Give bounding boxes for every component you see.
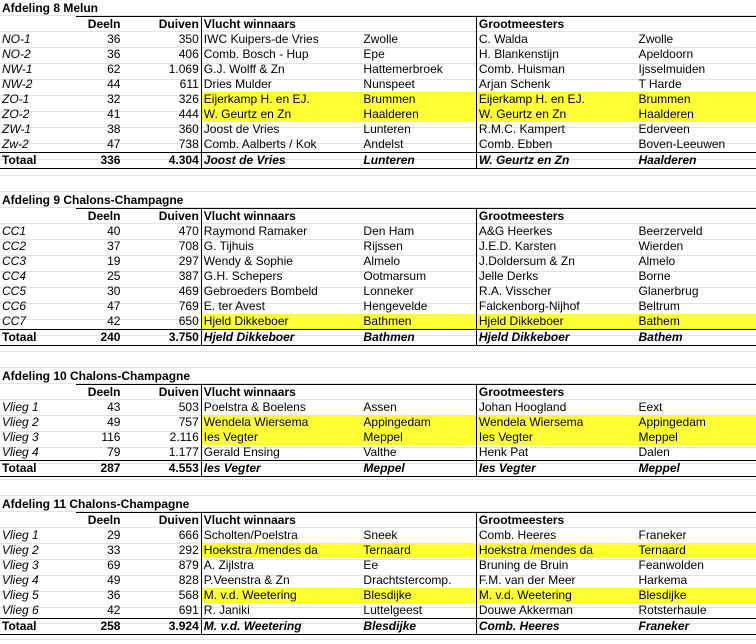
total-row [0, 619, 756, 635]
cell-duiven[interactable]: 650 [122, 314, 201, 330]
total-row [0, 461, 756, 477]
header-cell-empty[interactable] [0, 209, 76, 225]
cell-winner-place[interactable]: Ternaard [361, 543, 476, 558]
cell-winner-place[interactable]: Lunteren [361, 122, 476, 137]
cell-code[interactable]: CC2 [2, 239, 27, 253]
cell-duiven[interactable]: 568 [122, 588, 201, 603]
cell-grootmeester-place[interactable]: Eext [638, 400, 663, 414]
cell-grootmeester-place[interactable]: Feanwolden [638, 558, 704, 572]
cell-code[interactable]: NW-1 [2, 62, 33, 76]
cell-deeln[interactable]: 37 [107, 239, 121, 253]
cell-winner-name[interactable]: Wendy & Sophie [203, 254, 293, 268]
cell-winner-place[interactable]: Rijssen [361, 239, 476, 254]
cell-grootmeester-name[interactable]: Eijerkamp H. en EJ. [476, 92, 636, 107]
cell-winner-place[interactable]: Zwolle [361, 32, 476, 47]
cell-grootmeester-name[interactable]: A&G Heerkes [478, 224, 553, 238]
cell-winner-name[interactable]: G. Tijhuis [203, 239, 254, 253]
cell-code[interactable]: Vlieg 2 [2, 543, 39, 557]
table-row [0, 32, 756, 47]
cell-grootmeester-place[interactable]: T Harde [638, 77, 682, 91]
cell-grootmeester-place[interactable]: Appingedam [636, 415, 756, 430]
cell-deeln[interactable]: 29 [107, 528, 121, 542]
cell-grootmeester-name[interactable]: Wendela Wiersema [476, 415, 636, 430]
table-row [0, 543, 756, 558]
table-row [0, 603, 756, 619]
cell-total-duiven[interactable]: 3.924 [122, 619, 201, 635]
cell-winner-place[interactable]: Valthe [361, 445, 476, 461]
cell-total-winner-place[interactable]: Blesdijke [361, 619, 476, 635]
cell-code[interactable]: CC1 [2, 224, 27, 238]
cell-grootmeester-place[interactable]: Rotsterhaule [638, 603, 707, 617]
cell-deeln[interactable]: 19 [107, 254, 121, 268]
cell-deeln[interactable]: 36 [107, 32, 121, 46]
cell-grootmeester-name[interactable]: Hjeld Dikkeboer [476, 314, 636, 330]
cell-deeln[interactable]: 69 [107, 558, 121, 572]
cell-duiven[interactable]: 406 [122, 47, 201, 62]
cell-total-grootmeester-place[interactable]: Franeker [636, 619, 756, 635]
header-cell-empty[interactable] [636, 209, 756, 225]
cell-grootmeester-name[interactable]: Hoekstra /mendes da [476, 543, 636, 558]
cell-totaal-label[interactable]: Totaal [0, 153, 76, 169]
cell-grootmeester-place[interactable]: Beerzerveld [638, 224, 703, 238]
cell-grootmeester-place[interactable]: Haalderen [636, 107, 756, 122]
cell-code[interactable]: CC5 [2, 284, 27, 298]
cell-winner-name[interactable]: Wendela Wiersema [201, 415, 361, 430]
cell-grootmeester-name[interactable]: F.M. van der Meer [478, 573, 576, 587]
header-duiven[interactable]: Duiven [122, 17, 201, 33]
header-duiven[interactable]: Duiven [122, 513, 201, 529]
cell-deeln[interactable]: 49 [107, 415, 121, 429]
cell-code[interactable]: Zw-2 [2, 137, 29, 151]
cell-deeln[interactable]: 41 [107, 107, 121, 121]
header-vlucht-winnaars[interactable]: Vlucht winnaars [201, 385, 361, 401]
section-title: Afdeling 8 Melun [2, 1, 98, 15]
header-duiven[interactable]: Duiven [122, 209, 201, 225]
cell-grootmeester-place[interactable]: Wierden [638, 239, 684, 253]
cell-total-grootmeester-name[interactable]: W. Geurtz en Zn [476, 153, 636, 169]
cell-grootmeester-place[interactable]: Dalen [638, 445, 670, 459]
cell-winner-place[interactable]: Hattemerbroek [361, 62, 476, 77]
cell-grootmeester-place[interactable]: Ternaard [636, 543, 756, 558]
cell-total-winner-name[interactable]: Hjeld Dikkeboer [201, 330, 361, 346]
cell-grootmeester-name[interactable]: C. Walda [478, 32, 528, 46]
header-cell-empty[interactable] [636, 513, 756, 529]
cell-winner-place[interactable]: Bathmen [361, 314, 476, 330]
section-title: Afdeling 10 Chalons-Champagne [2, 369, 191, 383]
cell-deeln[interactable]: 49 [107, 573, 121, 587]
cell-grootmeester-name[interactable]: J.Doldersum & Zn [478, 254, 575, 268]
cell-duiven[interactable]: 387 [122, 269, 201, 284]
table-row [0, 77, 756, 92]
cell-code[interactable]: Vlieg 1 [2, 528, 39, 542]
header-grootmeesters[interactable]: Grootmeesters [476, 385, 636, 401]
cell-duiven[interactable]: 1.177 [122, 445, 201, 461]
cell-grootmeester-place[interactable]: Apeldoorn [638, 47, 694, 61]
table-row [0, 137, 756, 153]
cell-grootmeester-place[interactable]: Ijsselmuiden [638, 62, 706, 76]
cell-winner-name[interactable]: W. Geurtz en Zn [201, 107, 361, 122]
cell-grootmeester-name[interactable]: Comb. Huisman [478, 62, 565, 76]
cell-total-deeln[interactable]: 258 [76, 619, 122, 635]
header-cell-empty[interactable] [361, 513, 476, 529]
table-row [0, 239, 756, 254]
table-row [0, 284, 756, 299]
cell-deeln[interactable]: 36 [107, 47, 121, 61]
cell-grootmeester-place[interactable]: Almelo [638, 254, 676, 268]
header-vlucht-winnaars[interactable]: Vlucht winnaars [201, 17, 361, 33]
table-row [0, 528, 756, 543]
header-cell-empty[interactable] [361, 209, 476, 225]
cell-code[interactable]: ZO-1 [2, 92, 30, 106]
header-cell-empty[interactable] [636, 385, 756, 401]
cell-grootmeester-name[interactable]: Comb. Heeres [478, 528, 557, 542]
cell-total-winner-name[interactable]: Ies Vegter [201, 461, 361, 477]
cell-winner-name[interactable]: Gebroeders Bombeld [203, 284, 318, 298]
cell-code[interactable]: Vlieg 2 [2, 415, 39, 429]
cell-winner-place[interactable]: Den Ham [361, 224, 476, 239]
header-deeln[interactable]: Deeln [76, 385, 122, 401]
cell-winner-name[interactable]: Eijerkamp H. en EJ. [201, 92, 361, 107]
cell-total-winner-name[interactable]: Joost de Vries [201, 153, 361, 169]
cell-winner-place[interactable]: Luttelgeest [361, 603, 476, 619]
cell-code[interactable]: Vlieg 4 [2, 445, 39, 459]
header-grootmeesters[interactable]: Grootmeesters [476, 17, 636, 33]
cell-grootmeester-name[interactable]: Arjan Schenk [478, 77, 551, 91]
cell-winner-name[interactable]: Scholten/Poelstra [203, 528, 298, 542]
header-row [0, 17, 756, 33]
cell-code[interactable]: Vlieg 5 [2, 588, 39, 602]
cell-deeln[interactable]: 42 [107, 603, 121, 617]
cell-winner-place[interactable]: Ootmarsum [361, 269, 476, 284]
cell-grootmeester-place[interactable]: Brummen [636, 92, 756, 107]
table-row [0, 224, 756, 239]
header-row [0, 513, 756, 529]
table-row [0, 62, 756, 77]
cell-total-deeln[interactable]: 287 [76, 461, 122, 477]
cell-winner-place[interactable]: Sneek [361, 528, 476, 543]
cell-duiven[interactable]: 828 [122, 573, 201, 588]
cell-winner-name[interactable]: Poelstra & Boelens [203, 400, 306, 414]
cell-winner-place[interactable]: Brummen [361, 92, 476, 107]
cell-deeln[interactable]: 47 [107, 299, 121, 313]
header-vlucht-winnaars[interactable]: Vlucht winnaars [201, 513, 361, 529]
cell-deeln[interactable]: 33 [107, 543, 121, 557]
header-deeln[interactable]: Deeln [76, 209, 122, 225]
header-vlucht-winnaars[interactable]: Vlucht winnaars [201, 209, 361, 225]
cell-grootmeester-name[interactable]: M. v.d. Weetering [476, 588, 636, 603]
cell-deeln[interactable]: 30 [107, 284, 121, 298]
header-cell-empty[interactable] [361, 17, 476, 33]
cell-duiven[interactable]: 469 [122, 284, 201, 299]
cell-duiven[interactable]: 444 [122, 107, 201, 122]
cell-code[interactable]: ZW-1 [2, 122, 32, 136]
cell-winner-place[interactable]: Blesdijke [361, 588, 476, 603]
cell-winner-name[interactable]: R. Janiki [203, 603, 250, 617]
cell-winner-name[interactable]: Dries Mulder [203, 77, 272, 91]
cell-duiven[interactable]: 666 [122, 528, 201, 543]
cell-deeln[interactable]: 79 [107, 445, 121, 459]
cell-grootmeester-name[interactable]: Johan Hoogland [478, 400, 567, 414]
total-row [0, 330, 756, 346]
header-row [0, 209, 756, 225]
total-row [0, 153, 756, 169]
cell-duiven[interactable]: 708 [122, 239, 201, 254]
cell-winner-place[interactable]: Ee [361, 558, 476, 573]
cell-duiven[interactable]: 769 [122, 299, 201, 314]
cell-code[interactable]: Vlieg 6 [2, 603, 39, 617]
cell-total-grootmeester-name[interactable]: Comb. Heeres [476, 619, 636, 635]
results-table [0, 16, 756, 169]
cell-totaal-label[interactable]: Totaal [0, 619, 76, 635]
table-row [0, 269, 756, 284]
cell-total-winner-place[interactable]: Meppel [361, 461, 476, 477]
cell-winner-place[interactable]: Almelo [361, 254, 476, 269]
cell-totaal-label[interactable]: Totaal [0, 330, 76, 346]
cell-code[interactable]: CC6 [2, 299, 27, 313]
table-row [0, 122, 756, 137]
header-deeln[interactable]: Deeln [76, 513, 122, 529]
header-grootmeesters[interactable]: Grootmeesters [476, 513, 636, 529]
cell-winner-name[interactable]: Joost de Vries [203, 122, 280, 136]
cell-code[interactable]: CC4 [2, 269, 27, 283]
table-row [0, 47, 756, 62]
cell-winner-name[interactable]: Comb. Bosch - Hup [203, 47, 309, 61]
cell-code[interactable]: Vlieg 3 [2, 558, 39, 572]
cell-winner-place[interactable]: Drachtstercomp. [361, 573, 476, 588]
cell-total-duiven[interactable]: 3.750 [122, 330, 201, 346]
cell-code[interactable]: NO-1 [2, 32, 31, 46]
header-cell-empty[interactable] [0, 385, 76, 401]
cell-winner-name[interactable]: Hoekstra /mendes da [201, 543, 361, 558]
cell-total-duiven[interactable]: 4.304 [122, 153, 201, 169]
cell-duiven[interactable]: 360 [122, 122, 201, 137]
cell-grootmeester-place[interactable]: Bathem [636, 314, 756, 330]
results-table [0, 384, 756, 477]
header-cell-empty[interactable] [361, 385, 476, 401]
cell-winner-place[interactable]: Nunspeet [361, 77, 476, 92]
table-row [0, 415, 756, 430]
table-row [0, 588, 756, 603]
cell-winner-name[interactable]: Gerald Ensing [203, 445, 280, 459]
cell-total-grootmeester-place[interactable]: Bathem [636, 330, 756, 346]
cell-deeln[interactable]: 116 [101, 430, 121, 444]
cell-duiven[interactable]: 691 [122, 603, 201, 619]
cell-winner-name[interactable]: A. Zijlstra [203, 558, 254, 572]
cell-grootmeester-name[interactable]: Douwe Akkerman [478, 603, 573, 617]
cell-winner-place[interactable]: Appingedam [361, 415, 476, 430]
cell-total-grootmeester-place[interactable]: Meppel [636, 461, 756, 477]
cell-winner-place[interactable]: Meppel [361, 430, 476, 445]
cell-code[interactable]: ZO-2 [2, 107, 30, 121]
table-row [0, 92, 756, 107]
cell-grootmeester-place[interactable]: Glanerbrug [638, 284, 699, 298]
cell-winner-name[interactable]: G.J. Wolff & Zn [203, 62, 285, 76]
cell-grootmeester-name[interactable]: R.A. Visscher [478, 284, 552, 298]
cell-grootmeester-name[interactable]: Henk Pat [478, 445, 529, 459]
cell-winner-name[interactable]: E. ter Avest [203, 299, 265, 313]
cell-winner-place[interactable]: Lonneker [361, 284, 476, 299]
cell-winner-place[interactable]: Assen [361, 400, 476, 415]
cell-deeln[interactable]: 40 [107, 224, 121, 238]
cell-deeln[interactable]: 36 [107, 588, 121, 602]
cell-duiven[interactable]: 297 [122, 254, 201, 269]
cell-grootmeester-place[interactable]: Ederveen [638, 122, 690, 136]
cell-duiven[interactable]: 2.116 [122, 430, 201, 445]
table-row [0, 299, 756, 314]
cell-grootmeester-place[interactable]: Blesdijke [636, 588, 756, 603]
cell-duiven[interactable]: 1.069 [122, 62, 201, 77]
cell-winner-place[interactable]: Andelst [361, 137, 476, 153]
cell-winner-name[interactable]: Ies Vegter [201, 430, 361, 445]
cell-duiven[interactable]: 611 [122, 77, 201, 92]
header-cell-empty[interactable] [0, 17, 76, 33]
cell-winner-name[interactable]: Hjeld Dikkeboer [201, 314, 361, 330]
cell-grootmeester-place[interactable]: Borne [638, 269, 671, 283]
section-title: Afdeling 11 Chalons-Champagne [2, 497, 190, 511]
header-cell-empty[interactable] [0, 513, 76, 529]
cell-grootmeester-place[interactable]: Boven-Leeuwen [638, 137, 726, 151]
cell-grootmeester-name[interactable]: R.M.C. Kampert [478, 122, 565, 136]
cell-grootmeester-place[interactable]: Meppel [636, 430, 756, 445]
table-row [0, 400, 756, 415]
header-deeln[interactable]: Deeln [76, 17, 122, 33]
cell-winner-name[interactable]: Raymond Ramaker [203, 224, 308, 238]
cell-duiven[interactable]: 503 [122, 400, 201, 415]
cell-total-grootmeester-place[interactable]: Haalderen [636, 153, 756, 169]
cell-total-grootmeester-name[interactable]: Ies Vegter [476, 461, 636, 477]
cell-winner-place[interactable]: Epe [361, 47, 476, 62]
cell-grootmeester-name[interactable]: H. Blankenstijn [478, 47, 559, 61]
table-row [0, 445, 756, 461]
cell-winner-name[interactable]: M. v.d. Weetering [201, 588, 361, 603]
cell-duiven[interactable]: 470 [122, 224, 201, 239]
cell-total-winner-place[interactable]: Bathmen [361, 330, 476, 346]
cell-code[interactable]: CC3 [2, 254, 27, 268]
results-table [0, 208, 756, 346]
cell-grootmeester-name[interactable]: Jelle Derks [478, 269, 539, 283]
cell-grootmeester-place[interactable]: Beltrum [638, 299, 680, 313]
cell-winner-name[interactable]: P.Veenstra & Zn [203, 573, 290, 587]
cell-winner-place[interactable]: Haalderen [361, 107, 476, 122]
cell-deeln[interactable]: 25 [107, 269, 121, 283]
table-row [0, 254, 756, 269]
cell-grootmeester-place[interactable]: Zwolle [638, 32, 674, 46]
cell-grootmeester-name[interactable]: Bruning de Bruin [478, 558, 569, 572]
cell-duiven[interactable]: 757 [122, 415, 201, 430]
cell-deeln[interactable]: 42 [107, 314, 121, 328]
cell-code[interactable]: Vlieg 4 [2, 573, 39, 587]
header-cell-empty[interactable] [636, 17, 756, 33]
cell-deeln[interactable]: 32 [107, 92, 121, 106]
section-title: Afdeling 9 Chalons-Champagne [2, 193, 184, 207]
cell-duiven[interactable]: 738 [122, 137, 201, 153]
cell-grootmeester-name[interactable]: Comb. Ebben [478, 137, 553, 151]
cell-total-winner-name[interactable]: M. v.d. Weetering [201, 619, 361, 635]
cell-deeln[interactable]: 47 [107, 137, 121, 151]
cell-grootmeester-name[interactable]: Falckenborg-Nijhof [478, 299, 580, 313]
header-grootmeesters[interactable]: Grootmeesters [476, 209, 636, 225]
header-duiven[interactable]: Duiven [122, 385, 201, 401]
cell-grootmeester-place[interactable]: Franeker [638, 528, 687, 542]
cell-totaal-label[interactable]: Totaal [0, 461, 76, 477]
header-row [0, 385, 756, 401]
cell-code[interactable]: Vlieg 1 [2, 400, 39, 414]
cell-duiven[interactable]: 350 [122, 32, 201, 47]
cell-code[interactable]: NW-2 [2, 77, 33, 91]
cell-total-deeln[interactable]: 336 [76, 153, 122, 169]
table-row [0, 573, 756, 588]
cell-code[interactable]: CC7 [2, 314, 27, 328]
cell-deeln[interactable]: 38 [107, 122, 121, 136]
cell-grootmeester-name[interactable]: J.E.D. Karsten [478, 239, 557, 253]
cell-deeln[interactable]: 44 [107, 77, 121, 91]
cell-total-duiven[interactable]: 4.553 [122, 461, 201, 477]
cell-grootmeester-name[interactable]: Ies Vegter [476, 430, 636, 445]
cell-winner-name[interactable]: Comb. Aalberts / Kok [203, 137, 317, 151]
table-row [0, 314, 756, 330]
cell-duiven[interactable]: 879 [122, 558, 201, 573]
table-row [0, 107, 756, 122]
cell-winner-place[interactable]: Hengevelde [361, 299, 476, 314]
cell-total-grootmeester-name[interactable]: Hjeld Dikkeboer [476, 330, 636, 346]
cell-winner-name[interactable]: G.H. Schepers [203, 269, 283, 283]
table-row [0, 558, 756, 573]
cell-code[interactable]: Vlieg 3 [2, 430, 39, 444]
cell-deeln[interactable]: 62 [107, 62, 121, 76]
cell-grootmeester-place[interactable]: Harkema [638, 573, 688, 587]
cell-duiven[interactable]: 326 [122, 92, 201, 107]
cell-total-deeln[interactable]: 240 [76, 330, 122, 346]
table-row [0, 430, 756, 445]
cell-code[interactable]: NO-2 [2, 47, 31, 61]
cell-winner-name[interactable]: IWC Kuipers-de Vries [203, 32, 319, 46]
cell-deeln[interactable]: 43 [107, 400, 121, 414]
cell-total-winner-place[interactable]: Lunteren [361, 153, 476, 169]
cell-duiven[interactable]: 292 [122, 543, 201, 558]
results-table [0, 512, 756, 635]
cell-grootmeester-name[interactable]: W. Geurtz en Zn [476, 107, 636, 122]
